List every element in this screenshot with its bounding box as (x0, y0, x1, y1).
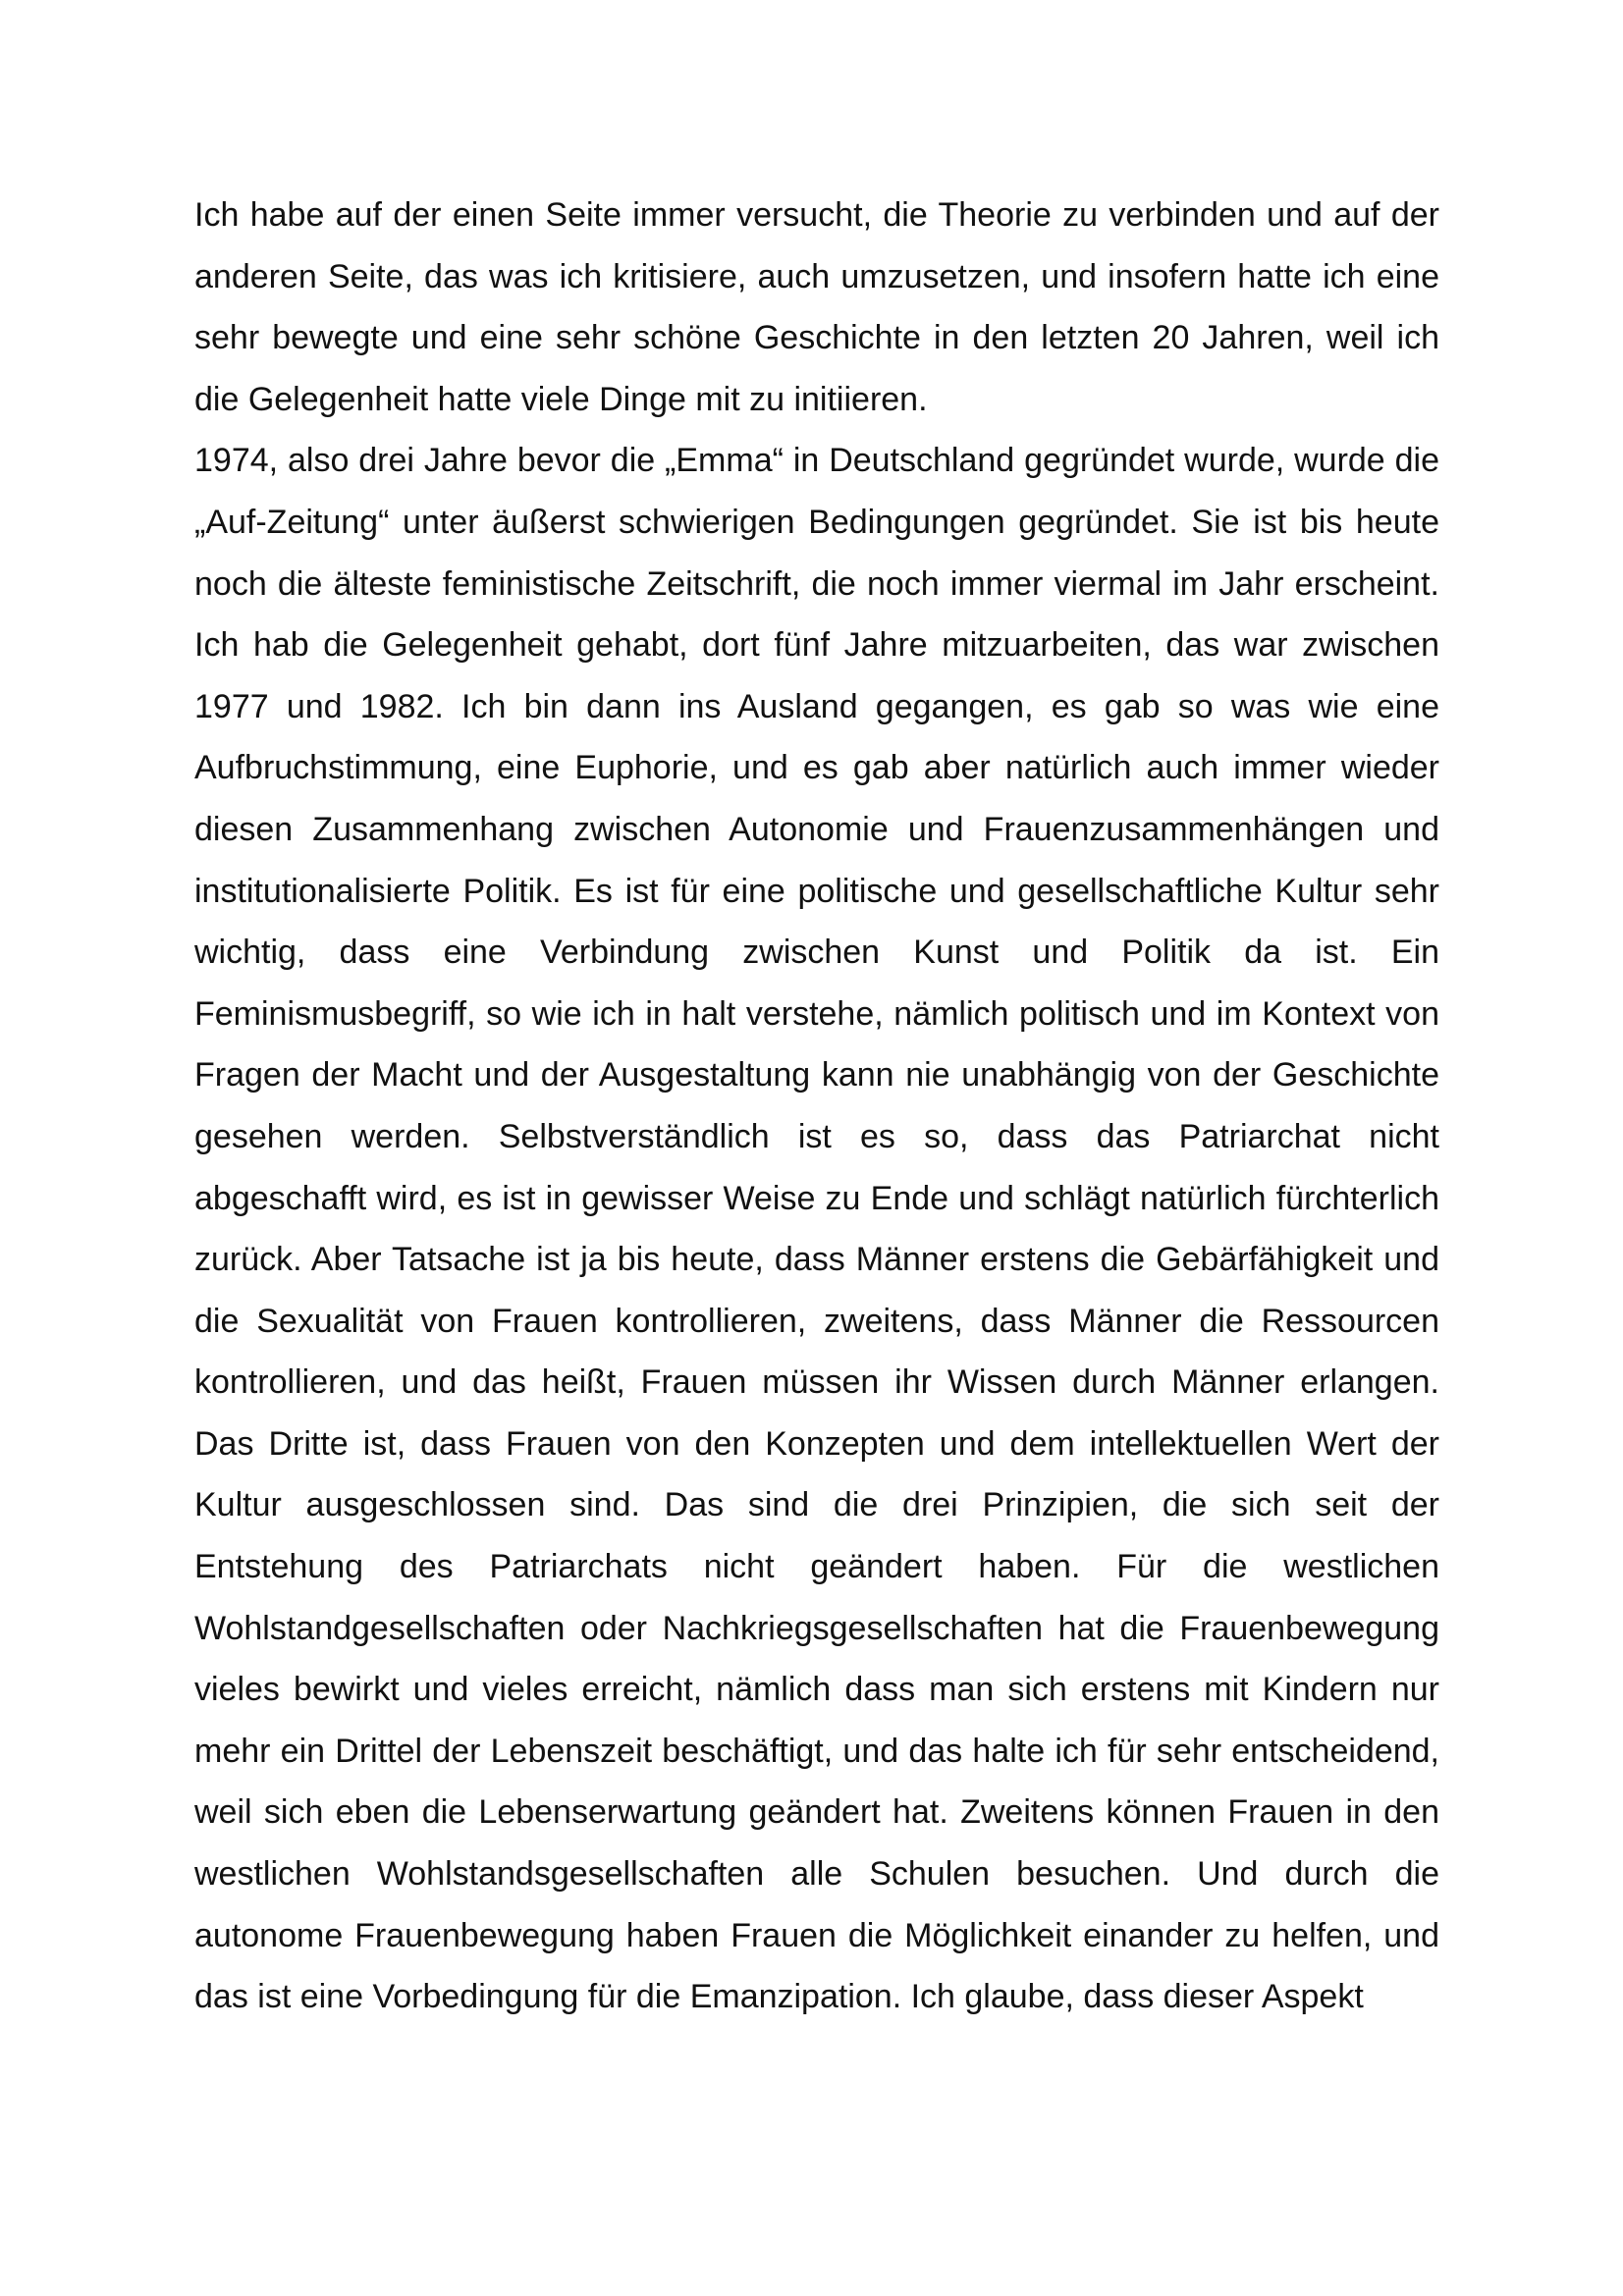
paragraph-intro: Ich habe auf der einen Seite immer versucht, die Theorie zu verbinden und auf der anderen Seite, das was ich kritisiere, auch umzusetzen, und insofern hatte ich eine sehr bewegte und eine sehr schöne Geschichte in den letzten 20 Jahren, weil ich die Gelegenheit hatte viele Dinge mit zu initiieren. (194, 196, 1439, 418)
body-text (194, 185, 1439, 2028)
paragraph-history: 1974, also drei Jahre bevor die „Emma“ in Deutschland gegründet wurde, wurde die „Auf-Zeitung“ unter äußerst schwierigen Bedingungen gegründet. Sie ist bis heute noch die älteste feministische Zeitschrift, die noch immer viermal im Jahr erscheint. Ich hab die Gelegenheit gehabt, dort fünf Jahre mitzuarbeiten, das war zwischen 1977 und 1982. Ich bin dann ins Ausland gegangen, es gab so was wie eine Aufbruchstimmung, eine Euphorie, und es gab aber natürlich auch immer wieder diesen Zusammenhang zwischen Autonomie und Frauenzusammenhängen und institutionalisierte Politik. Es ist für eine politische und gesellschaftliche Kultur sehr wichtig, dass eine Verbindung zwischen Kunst und Politik da ist. Ein Feminismusbegriff, so wie ich in halt verstehe, nämlich politisch und im Kontext von Fragen der Macht und der Ausgestaltung kann nie unabhängig von der Geschichte gesehen werden. Selbstverständlich ist es so, dass das Patriarchat nicht abgeschafft wird, es ist in gewisser Weise zu Ende und schlägt natürlich fürchterlich zurück. Aber Tatsache ist ja bis heute, dass Männer erstens die Gebärfähigkeit und die Sexualität von Frauen kontrollieren, zweitens, dass Männer die Ressourcen kontrollieren, und das heißt, Frauen müssen ihr Wissen durch Männer erlangen. Das Dritte ist, dass Frauen von den Konzepten und dem intellektuellen Wert der Kultur ausgeschlossen sind. Das sind die drei Prinzipien, die sich seit der Entstehung des Patriarchats nicht geändert haben. Für die westlichen Wohlstandgesellschaften oder Nachkriegsgesellschaften hat die Frauenbewegung vieles bewirkt und vieles erreicht, nämlich dass man sich erstens mit Kindern nur mehr ein Drittel der Lebenszeit beschäftigt, und das halte ich für sehr entscheidend, weil sich eben die Lebenserwartung geändert hat. Zweitens können Frauen in den westlichen Wohlstandsgesellschaften alle Schulen besuchen. Und durch die autonome Frauenbewegung haben Frauen die Möglichkeit einander zu helfen, und das ist eine Vorbedingung für die Emanzipation. Ich glaube, dass dieser Aspekt (194, 442, 1439, 2016)
